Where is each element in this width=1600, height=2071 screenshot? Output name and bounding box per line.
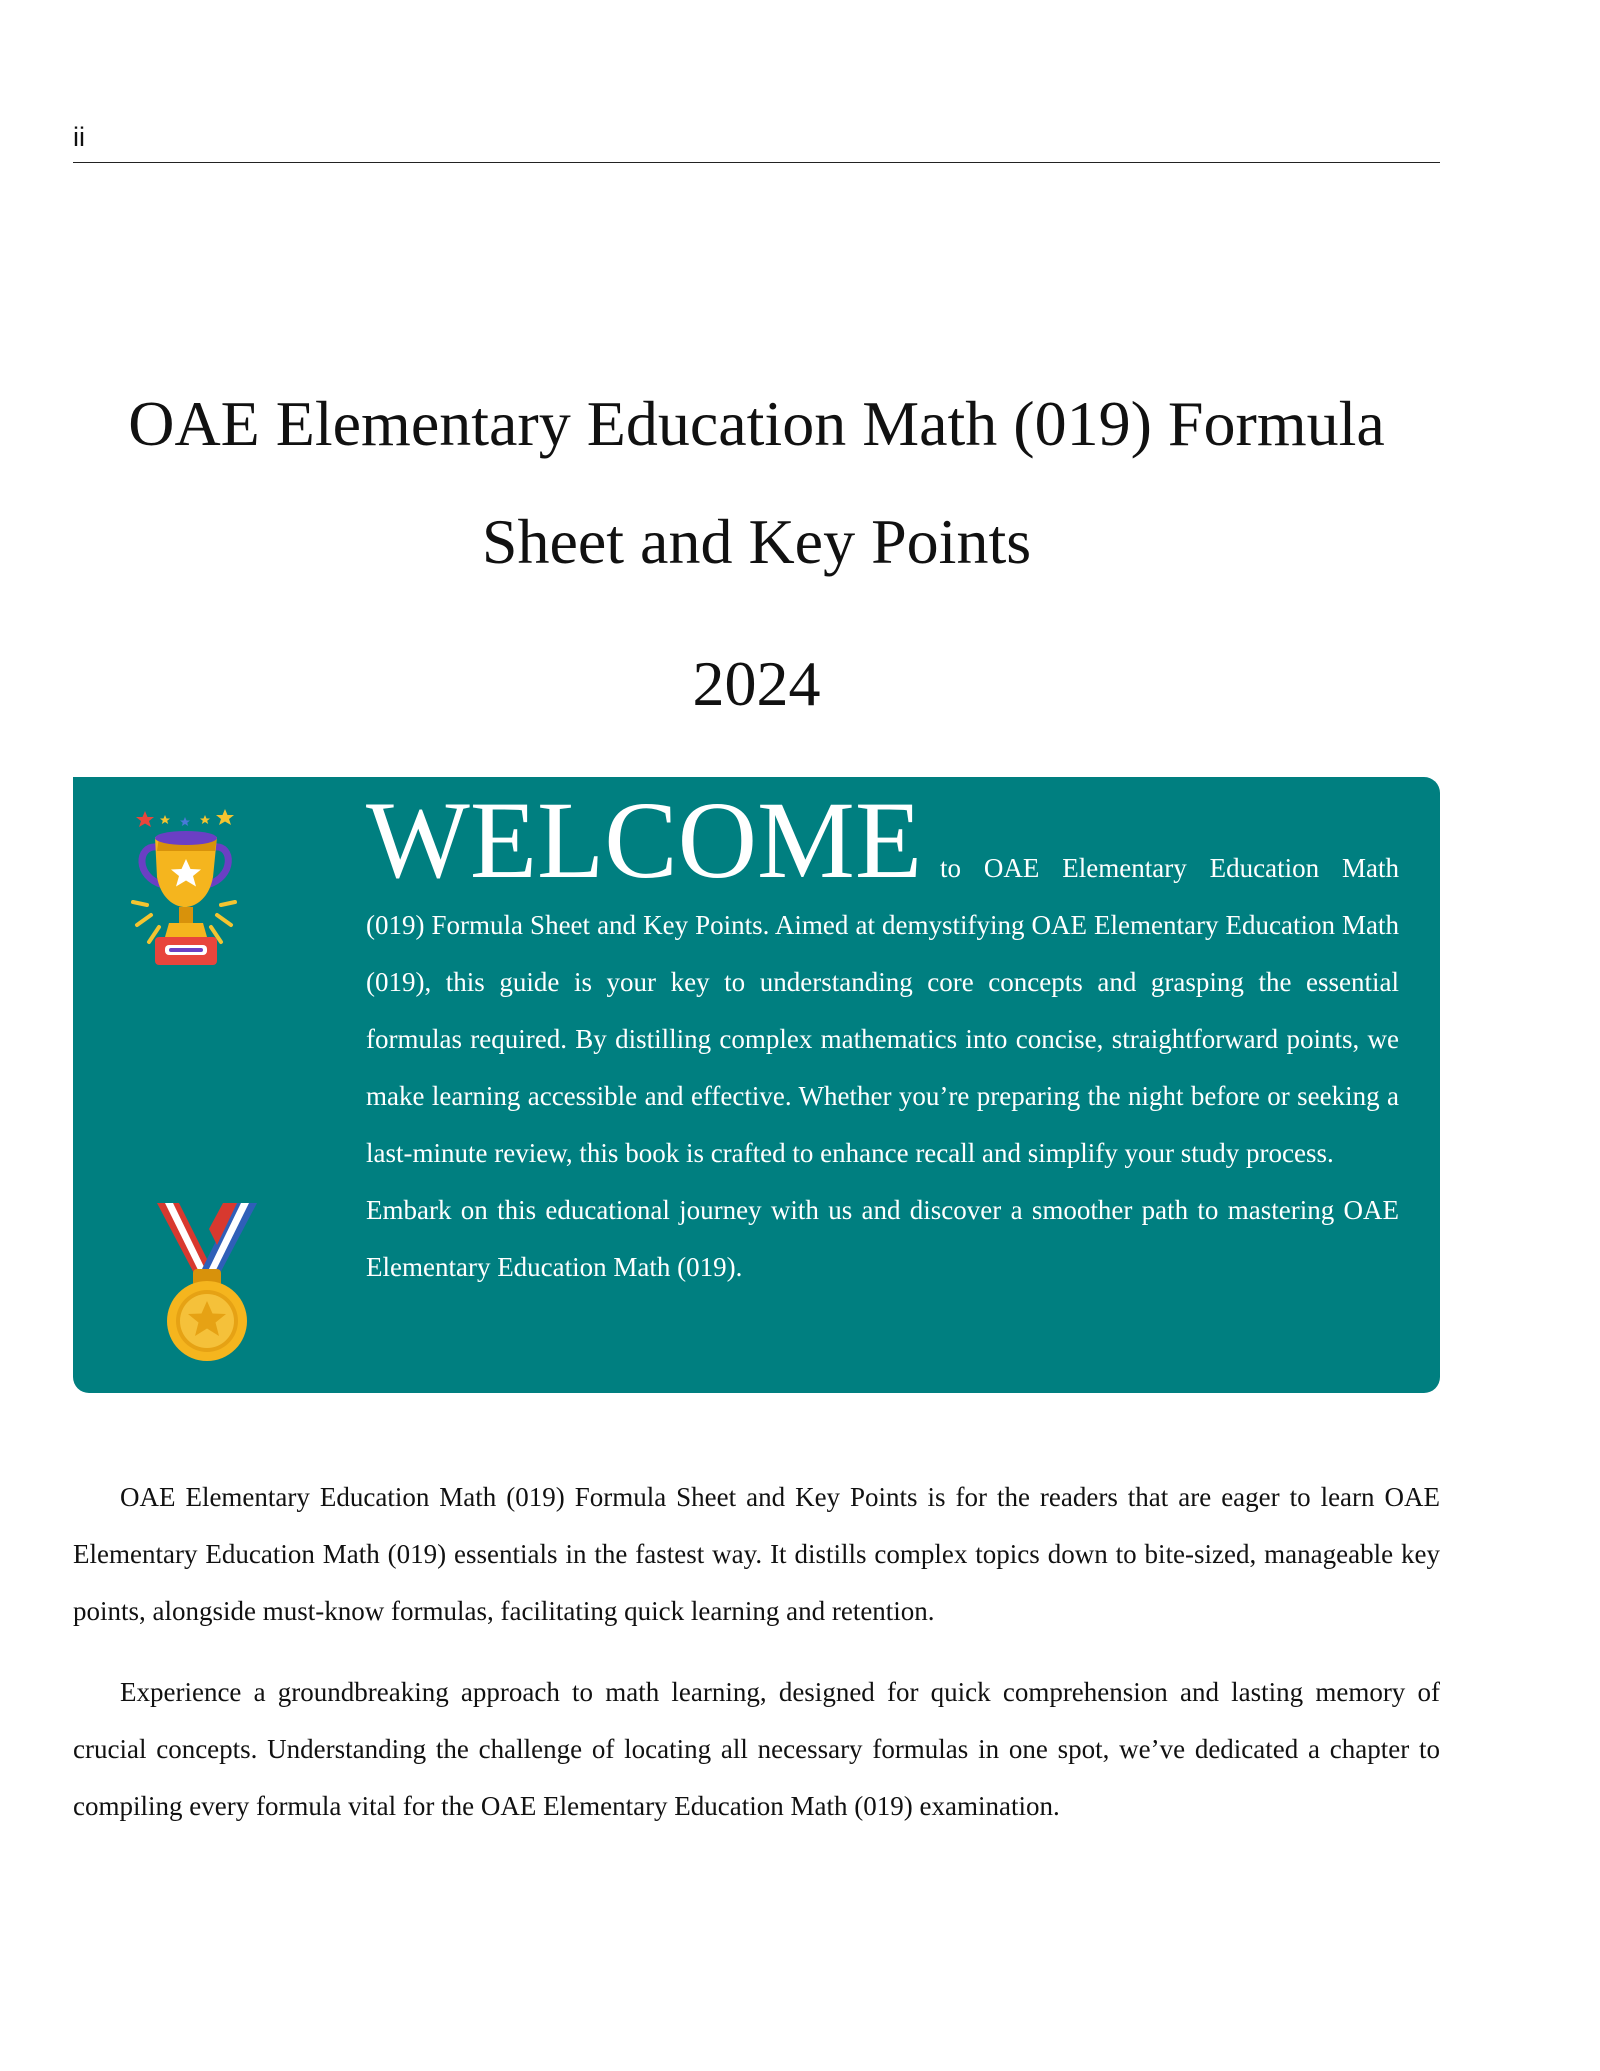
welcome-intro: to OAE Elementary Education Math (019) Formula Sheet and Key Points. Aimed at demystifying OAE Elementary Education Math (019), this guide is your key to understanding core concepts and grasping the essential formulas required. By distilling complex mathematics into concise, straightforward points, we make learning accessible and effective. Whether you’re preparing the night before or seeking a last-minute review, this book is crafted to enhance recall and simplify your study process.	[366, 853, 1399, 1168]
running-header	[73, 118, 1440, 163]
book-title	[73, 365, 1440, 743]
body-paragraph-2: Experience a groundbreaking approach to math learning, designed for quick comprehension and lasting memory of crucial concepts. Understanding the challenge of locating all necessary formulas in one spot, we’ve dedicated a chapter to compiling every formula vital for the OAE Elementary Education Math (019) examination.	[73, 1677, 1440, 1821]
trophy-icon	[129, 807, 239, 972]
welcome-paragraph-2: Embark on this educational journey with us and discover a smoother path to mastering OAE Elementary Education Math (019).	[366, 1195, 1399, 1282]
title-line-1: OAE Elementary Education Math (019) Formula	[128, 388, 1385, 459]
welcome-heading: WELCOME	[366, 779, 923, 901]
body-paragraph-1: OAE Elementary Education Math (019) Formula Sheet and Key Points is for the readers that are eager to learn OAE Elementary Education Math (019) essentials in the fastest way. It distills complex topics down to bite-sized, manageable key points, alongside must-know formulas, facilitating quick learning and retention.	[73, 1482, 1440, 1626]
welcome-text	[366, 779, 1399, 1296]
welcome-paragraph-1	[366, 779, 1399, 1182]
welcome-box	[73, 777, 1440, 1393]
title-line-2: Sheet and Key Points	[481, 506, 1032, 577]
medal-icon	[153, 1197, 261, 1365]
body-text	[73, 1469, 1440, 1859]
page-number: ii	[73, 122, 85, 152]
title-year: 2024	[692, 648, 821, 719]
